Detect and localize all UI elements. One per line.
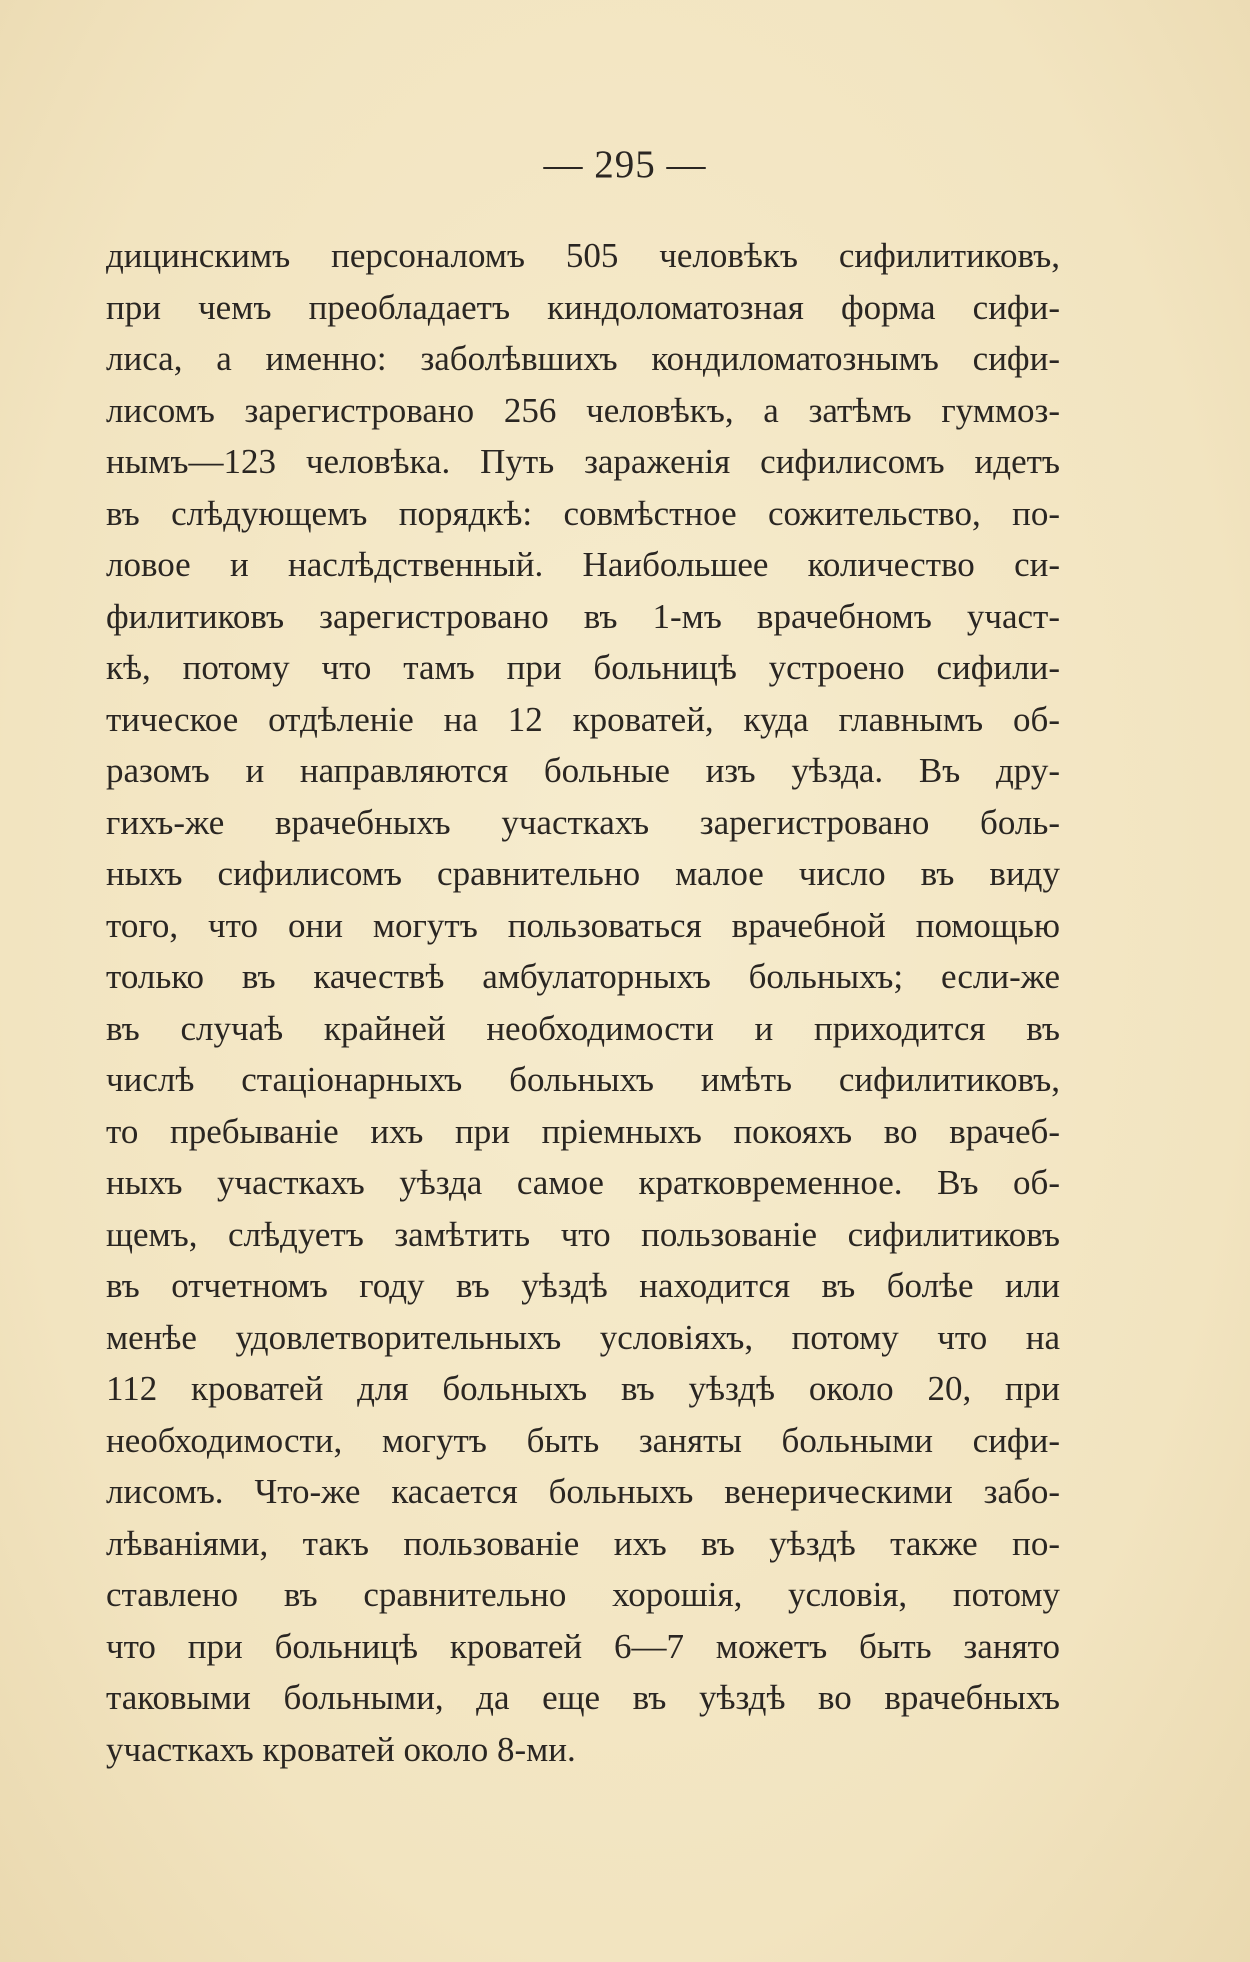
text-line: лиса, а именно: заболѣвшихъ кондиломатознымъ сифи- [106,339,1060,378]
text-line: ловое и наслѣдственный. Наибольшее количество си- [106,545,1060,584]
text-line: лисомъ зарегистровано 256 человѣкъ, а затѣмъ гуммоз- [106,390,1060,430]
text-line: разомъ и направляются больные изъ уѣзда. Въ дру- [106,751,1060,790]
text-line: лисомъ. Что-же касается больныхъ венерическими забо- [106,1472,1060,1511]
text-line: только въ качествѣ амбулаторныхъ больныхъ; если-же [106,957,1060,996]
text-line: необходимости, могутъ быть заняты больными сифи- [106,1420,1060,1460]
text-line: что при больницѣ кроватей 6—7 можетъ быть занято [106,1626,1060,1666]
text-line: того, что они могутъ пользоваться врачебной помощью [106,905,1060,945]
text-line: числѣ стаціонарныхъ больныхъ имѣть сифилитиковъ, [106,1060,1060,1099]
text-line: при чемъ преобладаетъ киндоломатозная форма сифи- [106,287,1060,327]
text-line: кѣ, потому что тамъ при больницѣ устроено сифили- [106,648,1060,687]
text-line: тическое отдѣленіе на 12 кроватей, куда главнымъ об- [106,699,1060,739]
text-line: щемъ, слѣдуетъ замѣтить что пользованіе сифилитиковъ [106,1214,1060,1254]
text-line: 112 кроватей для больныхъ въ уѣздѣ около 20, при [106,1369,1060,1408]
text-line: въ слѣдующемъ порядкѣ: совмѣстное сожительство, по- [106,493,1060,533]
text-line: то пребываніе ихъ при пріемныхъ покояхъ во врачеб- [106,1111,1060,1151]
text-line: филитиковъ зарегистровано въ 1-мъ врачебномъ участ- [106,596,1060,636]
text-line: нымъ—123 человѣка. Путь зараженія сифилисомъ идетъ [106,442,1060,481]
text-line: таковыми больными, да еще въ уѣздѣ во врачебныхъ [106,1678,1060,1717]
text-line: дицинскимъ персоналомъ 505 человѣкъ сифилитиковъ, [106,236,1060,275]
text-line: участкахъ кроватей около 8-ми. [106,1729,576,1769]
text-line: ныхъ участкахъ уѣзда самое кратковременное. Въ об- [106,1163,1060,1202]
text-line: въ отчетномъ году въ уѣздѣ находится въ болѣе или [106,1266,1060,1305]
text-line: ныхъ сифилисомъ сравнительно малое число въ виду [106,854,1060,893]
text-line: менѣе удовлетворительныхъ условіяхъ, потому что на [106,1317,1060,1357]
text-line: лѣваніями, такъ пользованіе ихъ въ уѣздѣ также по- [106,1523,1060,1563]
body-text [106,230,1060,1775]
text-line: въ случаѣ крайней необходимости и приходится въ [106,1008,1060,1048]
page-number: — 295 — [543,143,707,186]
text-line: гихъ-же врачебныхъ участкахъ зарегистровано боль- [106,802,1060,842]
text-line: ставлено въ сравнительно хорошія, условія, потому [106,1575,1060,1614]
